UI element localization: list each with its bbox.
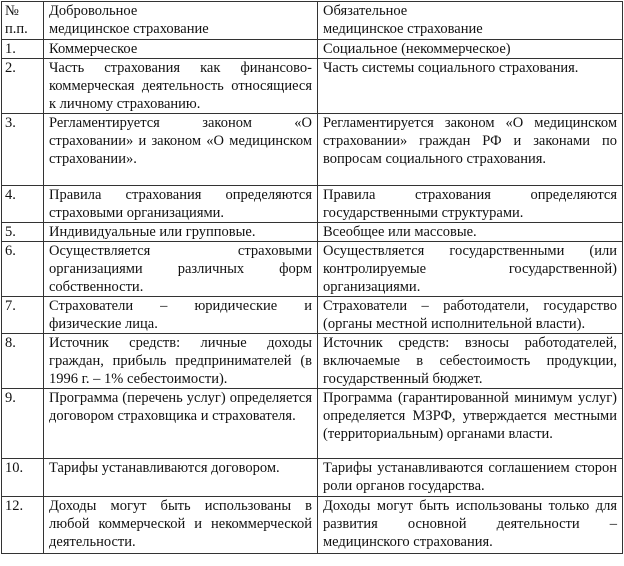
voluntary-cell: Доходы могут быть использованы в любой коммерческой и некоммерческой деятельности.: [44, 497, 318, 554]
header-voluntary: [44, 2, 318, 40]
mandatory-cell: Программа (гарантированной минимум услуг) определяется МЗРФ, утверждается местными (территориальным) органами власти.: [318, 389, 623, 459]
header-mandatory-line2: медицинское страхование: [323, 21, 483, 37]
voluntary-cell: Тарифы устанавливаются договором.: [44, 459, 318, 497]
table-row: [2, 497, 623, 554]
header-number-line1: №: [5, 3, 19, 19]
mandatory-cell: Страхователи – работодатели, государство (органы местной исполнительной власти).: [318, 297, 623, 334]
header-mandatory-line1: Обязательное: [323, 3, 408, 19]
mandatory-cell: Тарифы устанавливаются соглашением сторон роли органов государства.: [318, 459, 623, 497]
header-number: [2, 2, 44, 40]
mandatory-cell: Всеобщее или массовые.: [318, 223, 623, 242]
voluntary-cell: Программа (перечень услуг) определяется договором страховщика и страхователя.: [44, 389, 318, 459]
voluntary-cell: Индивидуальные или групповые.: [44, 223, 318, 242]
mandatory-cell: Доходы могут быть использованы только для развития основной деятельности – медицинского страхования.: [318, 497, 623, 554]
table-row: [2, 297, 623, 334]
mandatory-cell: Осуществляется государственными (или контролируемые государственной) организациями.: [318, 242, 623, 297]
row-number: 2.: [2, 59, 44, 114]
mandatory-cell: Регламентируется законом «О медицинском страховании» граждан РФ и законами по вопросам социального страхования.: [318, 114, 623, 186]
comparison-table: [1, 1, 623, 554]
row-number: 7.: [2, 297, 44, 334]
voluntary-cell: Осуществляется страховыми организациями различных форм собственности.: [44, 242, 318, 297]
voluntary-cell: Источник средств: личные доходы граждан, прибыль предпринимателей (в 1996 г. – 1% себестоимости).: [44, 334, 318, 389]
table-row: [2, 114, 623, 186]
voluntary-cell: Правила страхования определяются страховыми организациями.: [44, 186, 318, 223]
header-number-line2: п.п.: [5, 21, 28, 37]
table-row: [2, 186, 623, 223]
mandatory-cell: Источник средств: взносы работодателей, включаемые в себестоимость продукции, государственный бюджет.: [318, 334, 623, 389]
mandatory-cell: Правила страхования определяются государственными структурами.: [318, 186, 623, 223]
row-number: 9.: [2, 389, 44, 459]
table-row: [2, 242, 623, 297]
row-number: 10.: [2, 459, 44, 497]
row-number: 4.: [2, 186, 44, 223]
table-row: [2, 59, 623, 114]
table-row: [2, 459, 623, 497]
table-row: [2, 389, 623, 459]
table-row: [2, 223, 623, 242]
row-number: 1.: [2, 40, 44, 59]
mandatory-cell: Социальное (некоммерческое): [318, 40, 623, 59]
row-number: 6.: [2, 242, 44, 297]
header-voluntary-line2: медицинское страхование: [49, 21, 209, 37]
header-row: [2, 2, 623, 40]
table-row: [2, 40, 623, 59]
mandatory-cell: Часть системы социального страхования.: [318, 59, 623, 114]
row-number: 5.: [2, 223, 44, 242]
header-voluntary-line1: Добровольное: [49, 3, 138, 19]
row-number: 12.: [2, 497, 44, 554]
row-number: 3.: [2, 114, 44, 186]
header-mandatory: [318, 2, 623, 40]
voluntary-cell: Страхователи – юридические и физические лица.: [44, 297, 318, 334]
voluntary-cell: Часть страхования как финансово-коммерческая деятельность относящиеся к личному страхованию.: [44, 59, 318, 114]
table-row: [2, 334, 623, 389]
voluntary-cell: Регламентируется законом «О страховании» и законом «О медицинском страховании».: [44, 114, 318, 186]
voluntary-cell: Коммерческое: [44, 40, 318, 59]
row-number: 8.: [2, 334, 44, 389]
